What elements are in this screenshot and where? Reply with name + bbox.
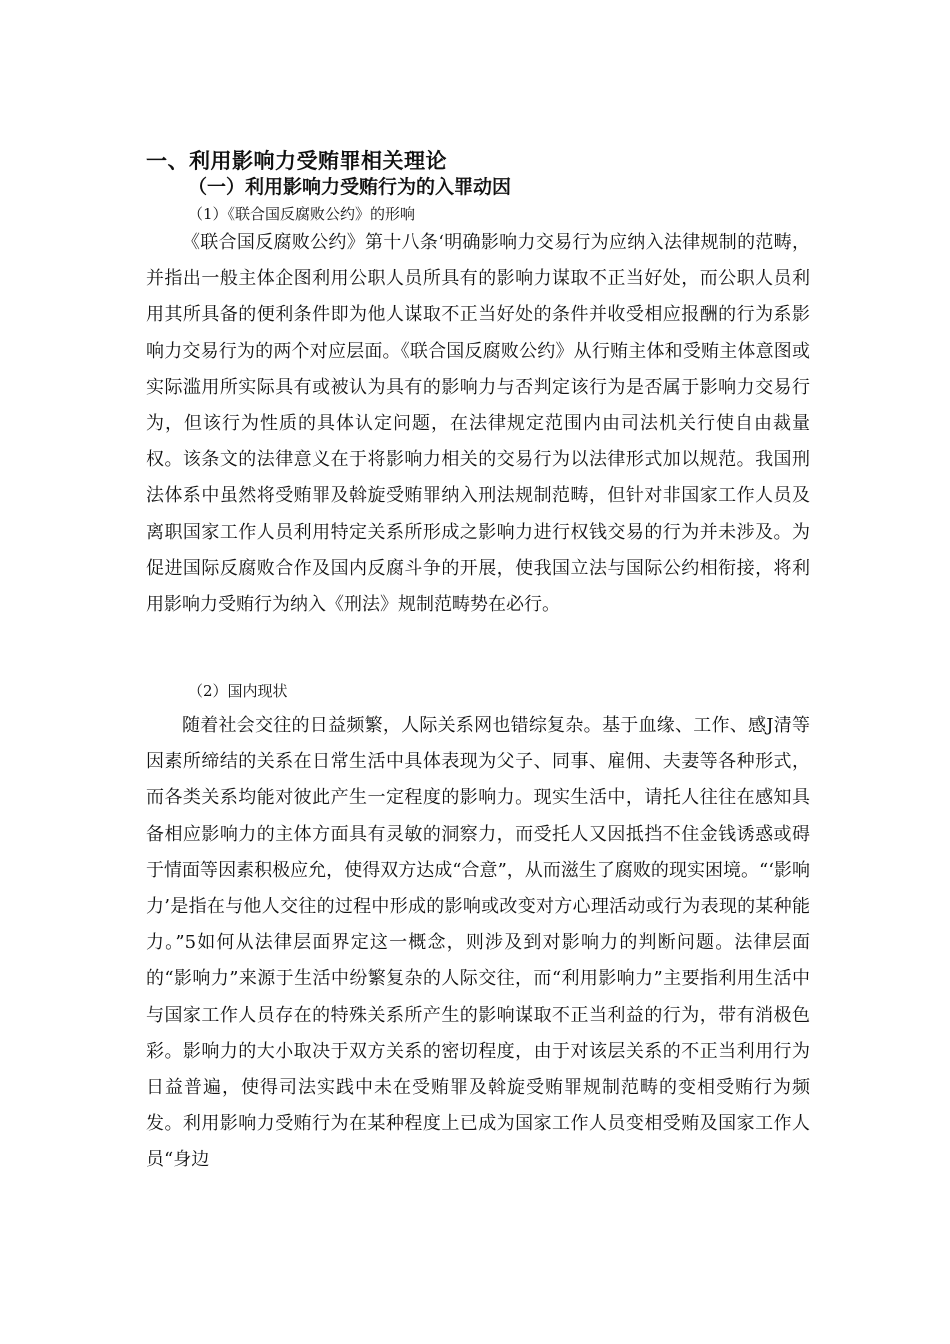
- section-heading: （一）利用影响力受贿行为的入罪动因: [188, 176, 512, 198]
- subsection-heading-2: （2）国内现状: [188, 682, 288, 700]
- chapter-heading: 一、利用影响力受贿罪相关理论: [146, 149, 447, 173]
- body-paragraph-1: 《联合国反腐败公约》第十八条‘明确影响力交易行为应纳入法律规制的范畴，并指出一般主体企图利用公职人员所具有的影响力谋取不正当好处，而公职人员利用其所具备的便利条件即为他人谋取不正当好处的条件并收受相应报酬的行为系影响力交易行为的两个对应层面。《联合国反腐败公约》从行贿主体和受贿主体意图或实际滥用所实际具有或被认为具有的影响力与否判定该行为是否属于影响力交易行为，但该行为性质的具体认定问题，在法律规定范围内由司法机关行使自由裁量权。该条文的法律意义在于将影响力相关的交易行为以法律形式加以规范。我国刑法体系中虽然将受贿罪及斡旋受贿罪纳入刑法规制范畴，但针对非国家工作人员及离职国家工作人员利用特定关系所形成之影响力进行权钱交易的行为并未涉及。为促进国际反腐败合作及国内反腐斗争的开展，使我国立法与国际公约相衔接，将利用影响力受贿行为纳入《刑法》规制范畴势在必行。: [146, 232, 810, 616]
- subsection-heading-1: （1）《联合国反腐败公约》的形响: [188, 205, 416, 223]
- body-paragraph-2: 随着社会交往的日益频繁，人际关系网也错综复杂。基于血缘、工作、感J清等因素所缔结的关系在日常生活中具体表现为父子、同事、雇佣、夫妻等各种形式，而各类关系均能对彼此产生一定程度的影响力。现实生活中，请托人往往在感知具备相应影响力的主体方面具有灵敏的洞察力，而受托人又因抵挡不住金钱诱惑或碍于情面等因素积极应允，使得双方达成“合意”，从而滋生了腐败的现实困境。“‘影响力’是指在与他人交往的过程中形成的影响或改变对方心理活动或行为表现的某种能力。”5如何从法律层面界定这一概念，则涉及到对影响力的判断问题。法律层面的“影响力”来源于生活中纷繁复杂的人际交往，而“利用影响力”主要指利用生活中与国家工作人员存在的特殊关系所产生的影响谋取不正当利益的行为，带有消极色彩。影响力的大小取决于双方关系的密切程度，由于对该层关系的不正当利用行为日益普遍，使得司法实践中未在受贿罪及斡旋受贿罪规制范畴的变相受贿行为频发。利用影响力受贿行为在某种程度上已成为国家工作人员变相受贿及国家工作人员“身边: [146, 715, 810, 1171]
